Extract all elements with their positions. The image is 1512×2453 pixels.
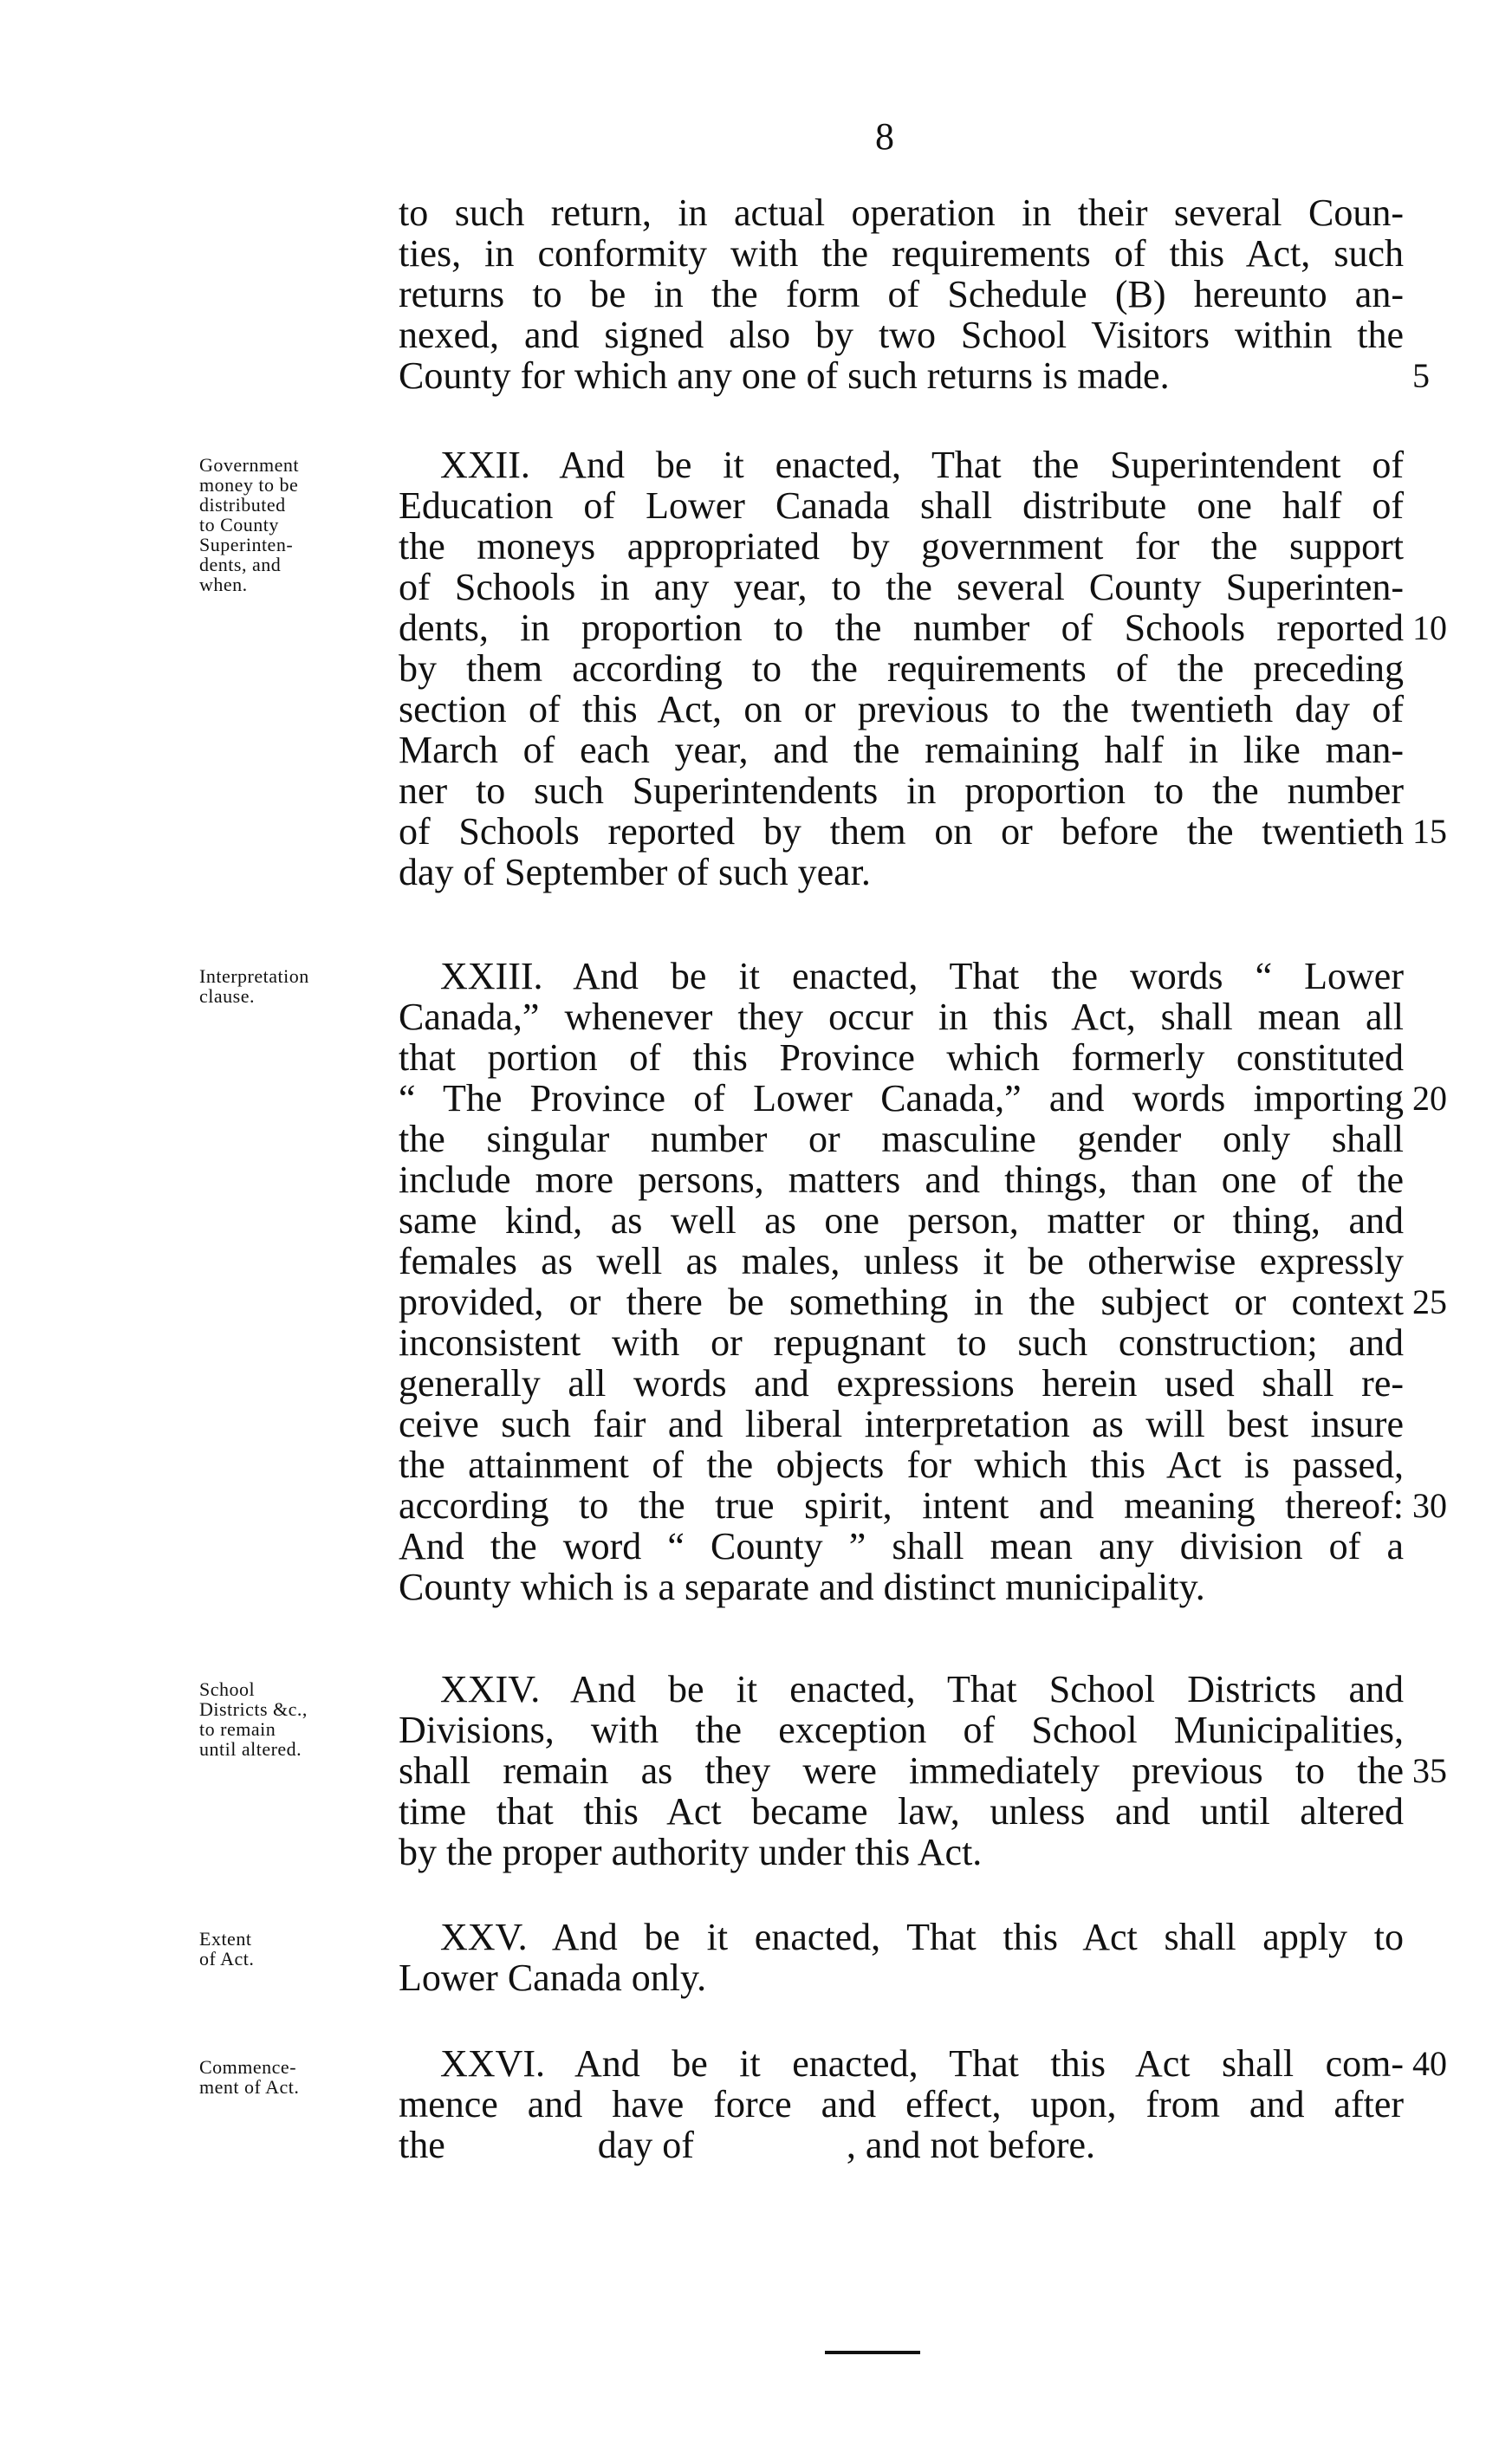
end-rule [825, 2351, 920, 2354]
margin-note: School Districts &c., to remain until altered. [199, 1678, 308, 1760]
text-line: that portion of this Province which formerly constituted [399, 1036, 1404, 1079]
text-line: Education of Lower Canada shall distribute one half of [399, 484, 1404, 527]
text-line: XXIII. And be it enacted, That the words “ Lower [440, 955, 1404, 997]
section-text [399, 444, 1447, 893]
text-line: the moneys appropriated by government for the support [399, 525, 1404, 568]
text-line: ner to such Superintendents in proportion to the number [399, 769, 1404, 812]
section-text [399, 1917, 1404, 1998]
text-line: “ The Province of Lower Canada,” and words importing 20 [399, 1077, 1447, 1119]
text-line: Lower Canada only. [399, 1957, 707, 1999]
text-line: XXIV. And be it enacted, That School Districts and [440, 1668, 1404, 1710]
line-number: 5 [1412, 356, 1430, 395]
text-line: day of September of such year. [399, 851, 871, 893]
text-line: to such return, in actual operation in their several Coun- [399, 191, 1404, 234]
text-line: same kind, as well as one person, matter or thing, and [399, 1199, 1404, 1242]
line-number: 20 [1412, 1079, 1447, 1118]
text-line: County which is a separate and distinct municipality. [399, 1566, 1205, 1608]
text-line: according to the true spirit, intent and meaning thereof: 30 [399, 1484, 1447, 1527]
section-text [399, 1668, 1447, 1873]
text-line: the day of , and not before. [399, 2124, 1096, 2166]
text-line: section of this Act, on or previous to the twentieth day of [399, 688, 1404, 730]
page-number: 8 [875, 115, 894, 158]
text-line: inconsistent with or repugnant to such construction; and [399, 1321, 1404, 1364]
text-line: And the word “ County ” shall mean any division of a [399, 1525, 1404, 1567]
text-line: include more persons, matters and things, than one of the [399, 1158, 1404, 1201]
text-line: March of each year, and the remaining half in like man- [399, 729, 1404, 771]
line-number: 15 [1412, 812, 1447, 851]
text-line: Canada,” whenever they occur in this Act, shall mean all [399, 996, 1404, 1038]
text-line: females as well as males, unless it be otherwise expressly [399, 1240, 1404, 1282]
text-line: nexed, and signed also by two School Visitors within the [399, 314, 1404, 356]
line-number: 10 [1412, 608, 1447, 647]
text-line: generally all words and expressions herein used shall re- [399, 1362, 1404, 1405]
margin-note: Extent of Act. [199, 1928, 255, 1970]
text-line: by them according to the requirements of the preceding [399, 647, 1404, 690]
text-line: XXII. And be it enacted, That the Superintendent of [440, 444, 1404, 486]
text-line: dents, in proportion to the number of Schools reported 10 [399, 607, 1447, 649]
text-line: of Schools in any year, to the several County Superinten- [399, 566, 1404, 608]
section-text [399, 2042, 1447, 2166]
text-line: returns to be in the form of Schedule (B) hereunto an- [399, 273, 1404, 315]
section-text [399, 191, 1430, 397]
text-line: XXV. And be it enacted, That this Act shall apply to [440, 1916, 1404, 1958]
text-line: ceive such fair and liberal interpretation as will best insure [399, 1403, 1404, 1445]
text-line: ties, in conformity with the requirements of this Act, such [399, 232, 1404, 275]
margin-note: Commence- ment of Act. [199, 2056, 300, 2098]
text-line: time that this Act became law, unless and until altered [399, 1790, 1404, 1833]
line-number: 40 [1412, 2044, 1447, 2083]
margin-note: Government money to be distributed to County Superinten- dents, and when. [199, 454, 299, 595]
text-line: of Schools reported by them on or before the twentieth 15 [399, 810, 1447, 853]
text-line: Divisions, with the exception of School Municipalities, [399, 1709, 1404, 1751]
text-line: by the proper authority under this Act. [399, 1831, 983, 1873]
text-line: the singular number or masculine gender only shall [399, 1118, 1404, 1160]
text-line: shall remain as they were immediately previous to the 35 [399, 1749, 1447, 1792]
margin-note: Interpretation clause. [199, 965, 309, 1007]
section-text [399, 955, 1447, 1608]
text-line: XXVI. And be it enacted, That this Act shall com- 40 [440, 2042, 1447, 2085]
line-number: 30 [1412, 1486, 1447, 1525]
line-number: 25 [1412, 1282, 1447, 1321]
text-line: the attainment of the objects for which this Act is passed, [399, 1444, 1404, 1486]
text-line: mence and have force and effect, upon, from and after [399, 2083, 1404, 2125]
text-line: County for which any one of such returns is made. 5 [399, 354, 1430, 397]
text-line: provided, or there be something in the subject or context 25 [399, 1281, 1447, 1323]
line-number: 35 [1412, 1751, 1447, 1790]
